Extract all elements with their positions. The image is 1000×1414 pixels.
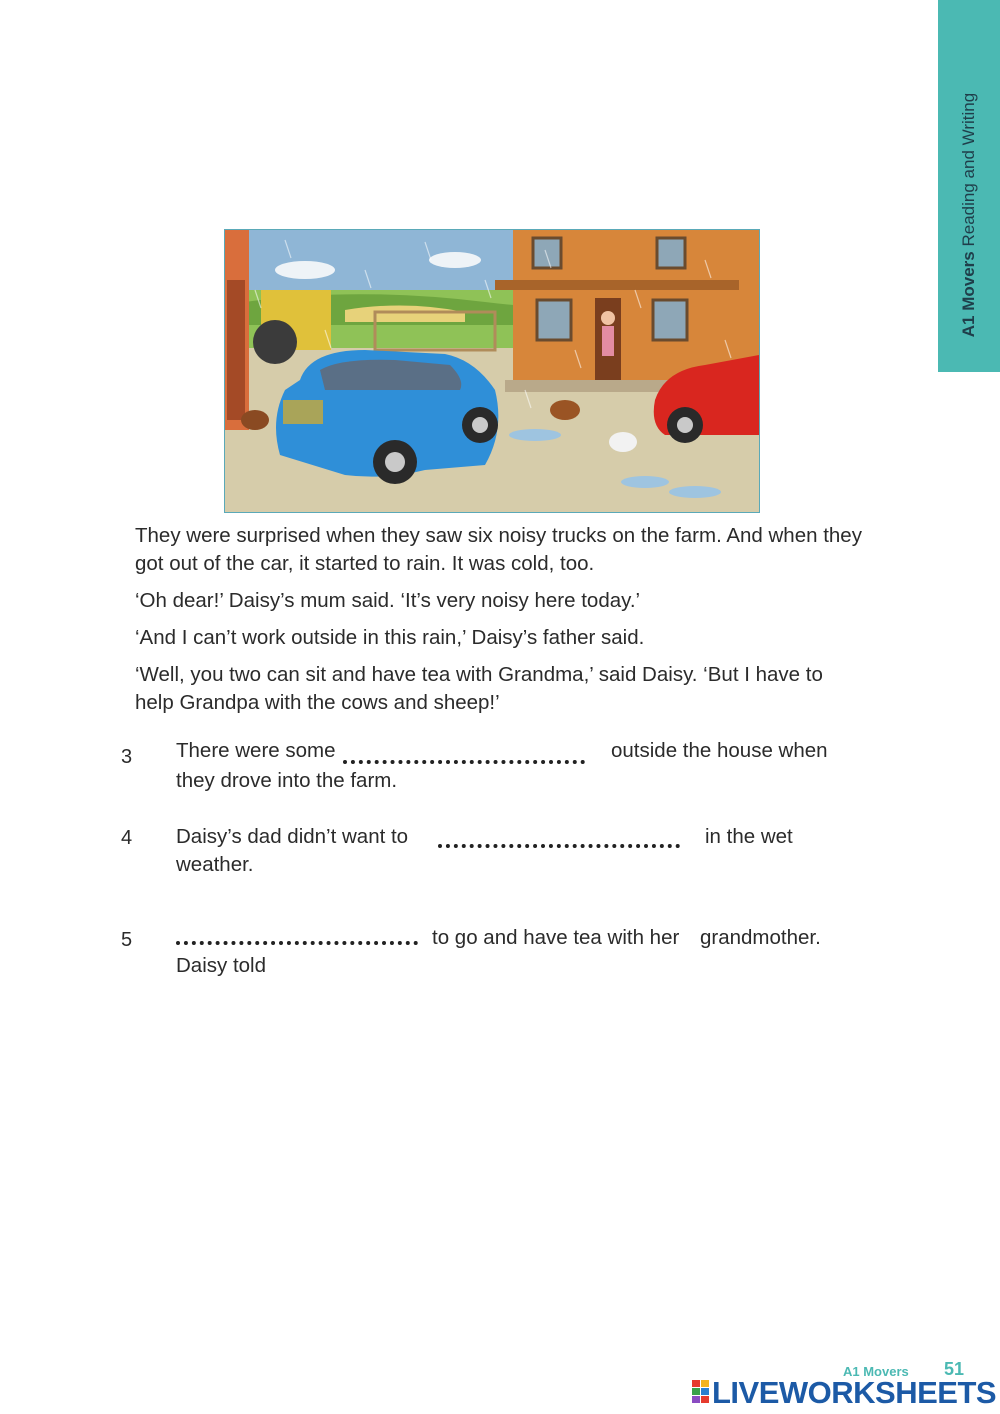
brand-name: LIVEWORKSHEETS — [712, 1375, 997, 1410]
question-number: 5 — [121, 929, 133, 951]
question-text: outside the house when — [611, 739, 828, 762]
question-number: 3 — [121, 746, 133, 768]
question-text: Daisy told — [176, 954, 267, 977]
question-text: weather. — [176, 853, 254, 876]
story-paragraph: ‘Well, you two can sit and have tea with Grandma,’ said Daisy. ‘But I have to help Grandpa with the cows and sheep!’ — [135, 663, 823, 714]
question-text: grandmother. — [700, 926, 821, 949]
page-number: 51 — [944, 1359, 965, 1379]
footer-series: A1 Movers — [843, 1364, 909, 1379]
question-text: There were some — [176, 739, 336, 762]
liveworksheets-logo-icon — [692, 1380, 710, 1404]
section-label-bold: A1 Movers — [959, 251, 978, 338]
rain-farm-illustration — [224, 229, 760, 513]
answer-blank-3[interactable] — [343, 758, 585, 764]
question-text: Daisy’s dad didn’t want to — [176, 825, 409, 848]
question-text: they drove into the farm. — [176, 769, 398, 792]
section-label-rest: Reading and Writing — [959, 92, 978, 247]
question-number: 4 — [121, 827, 133, 849]
story-paragraph: ‘Oh dear!’ Daisy’s mum said. ‘It’s very noisy here today.’ — [135, 589, 641, 612]
story-paragraph: ‘And I can’t work outside in this rain,’ Daisy’s father said. — [135, 626, 645, 649]
answer-blank-4[interactable] — [438, 842, 680, 848]
question-text: in the wet — [705, 825, 793, 848]
story-paragraph: They were surprised when they saw six noisy trucks on the farm. And when they got out of the car, it started to rain. It was cold, too. — [135, 524, 862, 575]
answer-blank-5[interactable] — [176, 939, 418, 945]
question-text: to go and have tea with her — [432, 926, 680, 949]
section-label — [959, 93, 979, 337]
